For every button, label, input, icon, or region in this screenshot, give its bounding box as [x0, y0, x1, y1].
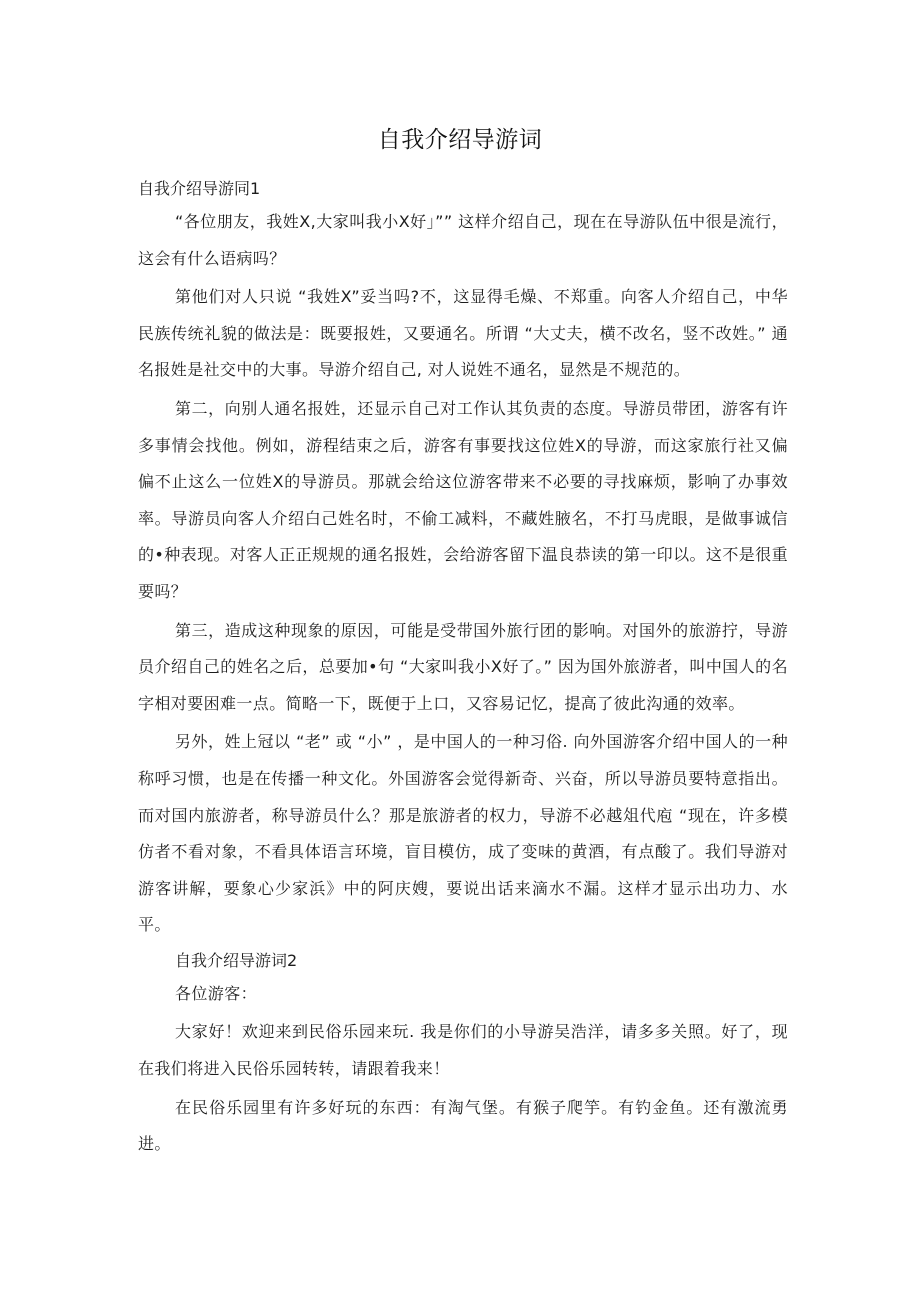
paragraph: 在民俗乐园里有许多好玩的东西：有淘气堡。有猴子爬竽。有钓金鱼。还有激流勇进。 [138, 1097, 788, 1154]
page-title: 自我介绍导游词 [377, 127, 543, 153]
section-heading-1: 自我介绍导游同1 [138, 179, 261, 198]
document-body [138, 176, 788, 1163]
section-heading-2: 自我介绍导游词2 [175, 950, 298, 970]
paragraph: 第二，向别人通名报姓，还显示自己对工作认其负责的态度。导游员带团，游客有许多事情会找他。例如，游程结束之后，游客有事要找这位姓X的导游，而这家旅行社又偏偏不止这么一位姓X的导游员。那就会给这位游客带来不必要的寻找麻烦，影响了办事效率。导游员向客人介绍白己姓名时，不偷工减料，不藏姓腋名，不打马虎眼，是做事诚信的•种表现。对客人正正规规的通名报姓，会给游客留下温良恭读的第一印以。这不是很重要吗？ [138, 398, 788, 601]
paragraph: “各位朋友，我姓X,大家叫我小X好」”” 这样介绍自己，现在在导游队伍中很是流行，这会有什么语病吗？ [138, 212, 788, 268]
paragraph: 另外，姓上冠以 “老” 或 “小” ，是中国人的一种习俗. 向外国游客介绍中国人的一种称呼习惯，也是在传播一种文化。外国游客会觉得新奇、兴奋，所以导游员要特意指出。而对国内旅游者，称导游员什么？那是旅游者的权力，导游不必越俎代庖 “现在，许多模仿者不看对象，不看具体语言环境，盲目模仿，成了变味的黄酒，有点酸了。我们导游对游客讲解，要象心少家浜》中的阿庆嫂，要说出话来滴水不漏。这样才显示出功力、水平。 [138, 732, 788, 935]
paragraph: 大家好！欢迎来到民俗乐园来玩. 我是你们的小导游吴浩洋，请多多关照。好了，现在我们将进入民俗乐园转转，请跟着我来！ [138, 1022, 788, 1079]
paragraph: 第他们对人只说 “我姓X”妥当吗?不，这显得毛燥、不郑重。向客人介绍自己，中华民族传统礼貌的做法是：既要报姓，又要通名。所谓 “大丈夫，横不改名，竖不改姓。” 通名报姓是社交中的大事。导游介绍自己, 对人说姓不通名，显然是不规范的。 [138, 287, 788, 380]
paragraph: 第三，造成这种现象的原因，可能是受带国外旅行团的影响。对国外的旅游拧，导游员介绍自己的姓名之后，总要加•句 “大家叫我小X好了。” 因为国外旅游者，叫中国人的名字相对要困难一点。简略一下，既便于上口，又容易记忆，提高了彼此沟通的效率。 [138, 620, 788, 713]
paragraph: 各位游客： [175, 983, 258, 1003]
